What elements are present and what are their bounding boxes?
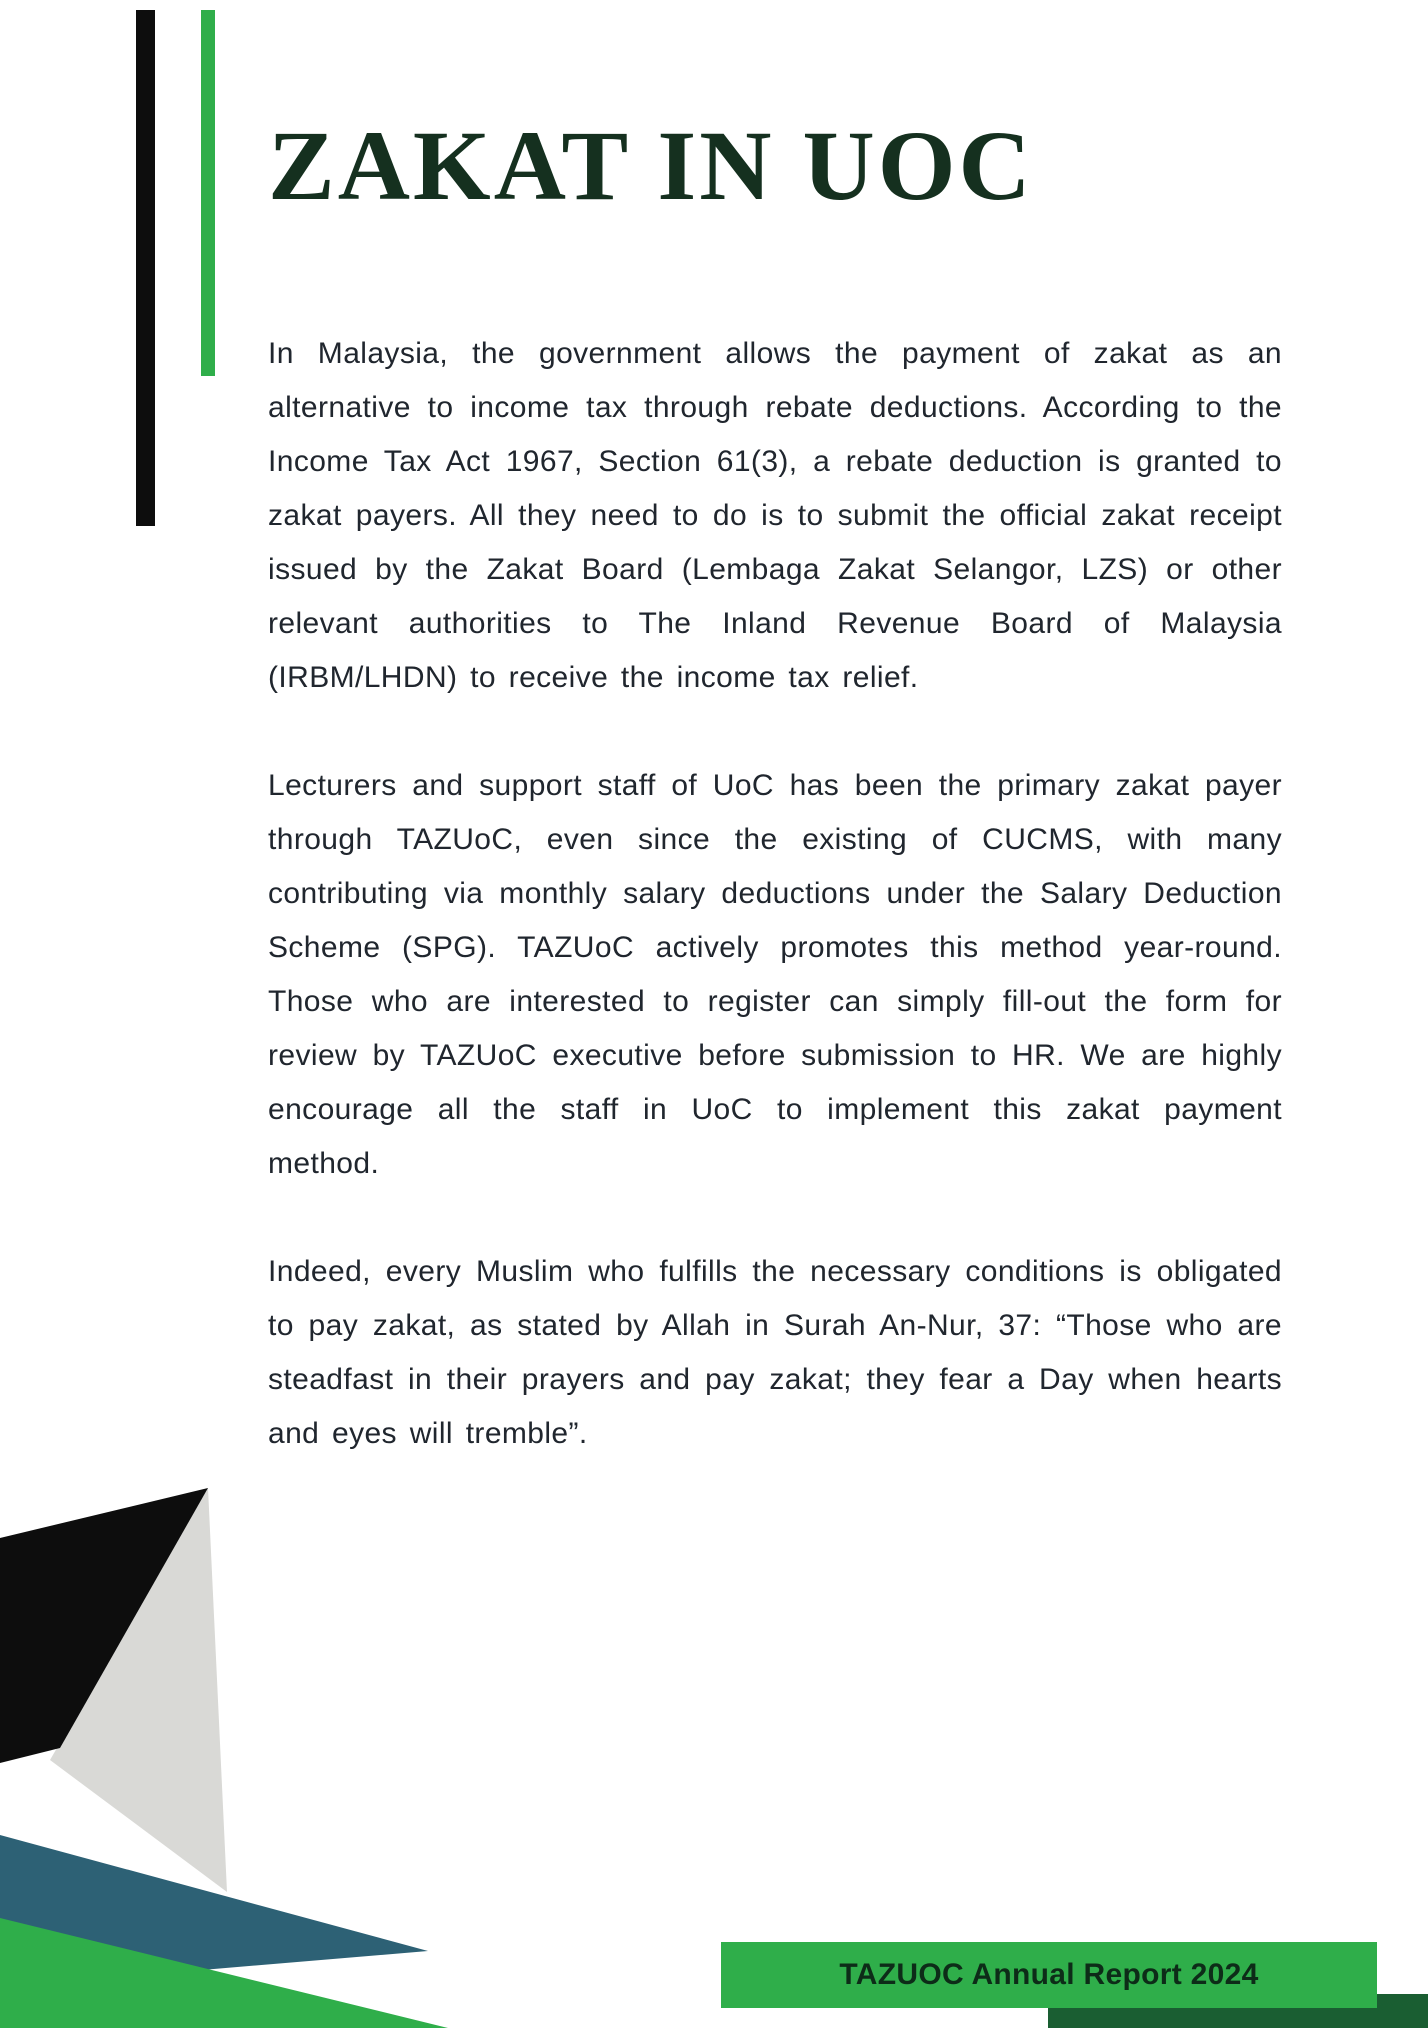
body-paragraph: Indeed, every Muslim who fulfills the necessary conditions is obligated to pay zakat, as stated by Allah in Surah An-Nur, 37: “Those who are steadfast in their prayers and pay zakat; they fear a Day when hearts and eyes will tremble”. — [268, 1255, 1282, 1450]
corner-decoration — [0, 1468, 460, 2028]
body-paragraph: In Malaysia, the government allows the payment of zakat as an alternative to income tax through rebate deductions. According to the Income Tax Act 1967, Section 61(3), a rebate deduction is granted to zakat payers. All they need to do is to submit the official zakat receipt issued by the Zakat Board (Lembaga Zakat Selangor, LZS) or other relevant authorities to The Inland Revenue Board of Malaysia (IRBM/LHDN) to receive the income tax relief. — [268, 337, 1282, 694]
footer-banner — [721, 1942, 1377, 2008]
accent-bar-green — [201, 10, 215, 376]
page-title: ZAKAT IN UOC — [268, 110, 1034, 221]
footer-banner-text: TAZUOC Annual Report 2024 — [839, 1958, 1259, 1991]
accent-bar-black — [136, 10, 155, 526]
main-content — [268, 105, 1282, 1461]
body-paragraph: Lecturers and support staff of UoC has been the primary zakat payer through TAZUoC, even since the existing of CUCMS, with many contributing via monthly salary deductions under the Salary Deduction Scheme (SPG). TAZUoC actively promotes this method year-round. Those who are interested to register can simply fill-out the form for review by TAZUoC executive before submission to HR. We are highly encourage all the staff in UoC to implement this zakat payment method. — [268, 769, 1282, 1180]
body-text-block — [268, 327, 1282, 1461]
